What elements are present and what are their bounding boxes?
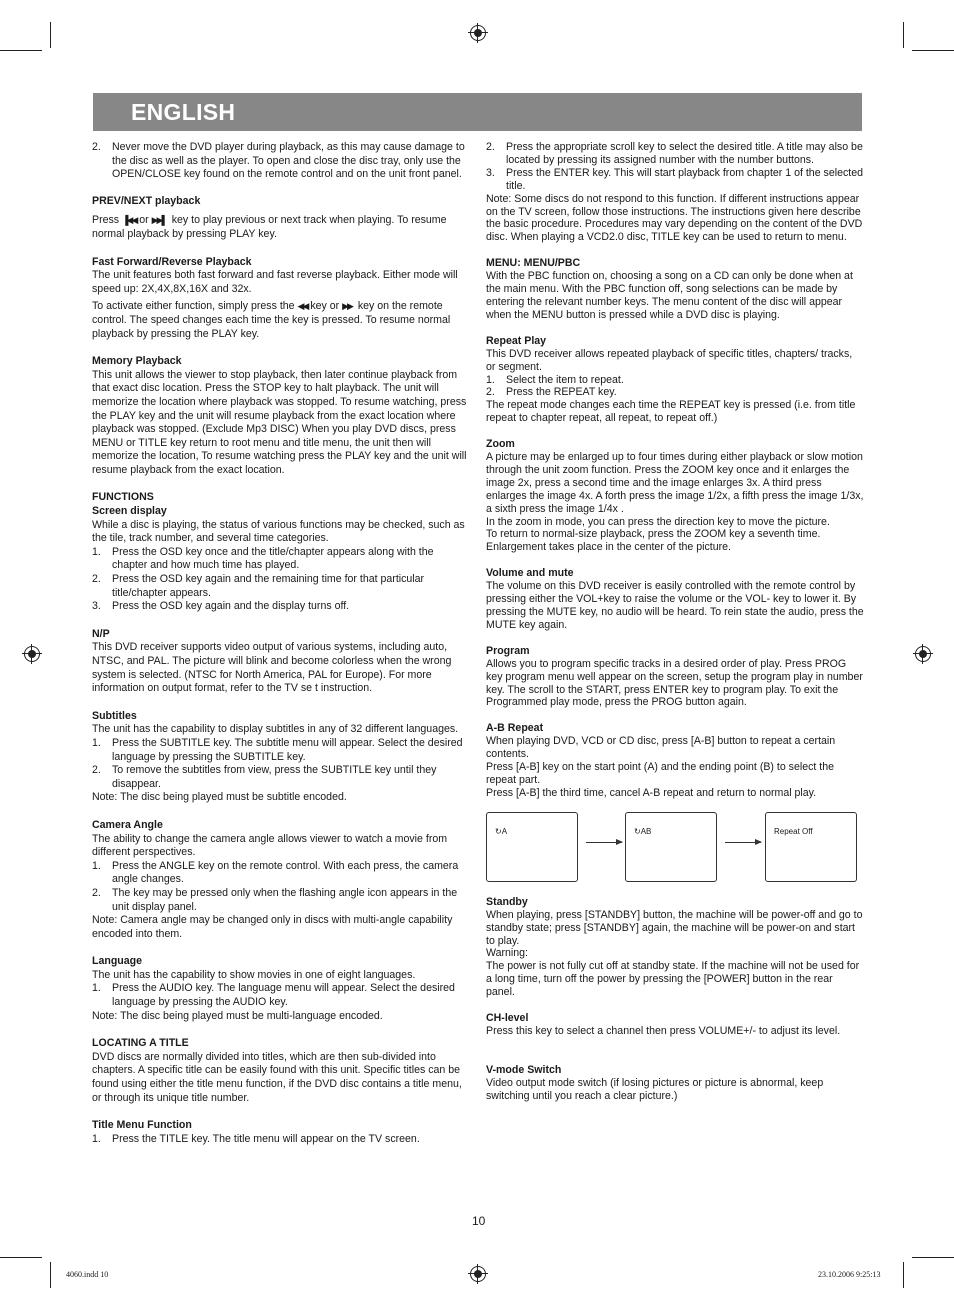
paragraph: The unit features both fast forward and fast reverse playback. Either mode will speed up: 2X,4X,8X,16X and 32x. (92, 269, 458, 295)
list-item (92, 141, 470, 182)
crop-mark (0, 50, 42, 51)
paragraph: While a disc is playing, the status of various functions may be checked, such as the tile, track number, and several time categories. (92, 518, 465, 545)
section-heading: Standby (486, 895, 528, 908)
fast-reverse-icon: ◀◀ (297, 301, 308, 312)
crop-mark (912, 50, 954, 51)
page-title: ENGLISH (131, 99, 236, 125)
section-heading: FUNCTIONS (92, 491, 154, 504)
section-heading: Subtitles (92, 709, 137, 722)
section-heading: Zoom (486, 438, 515, 451)
list-item: 2. To remove the subtitles from view, press the SUBTITLE key until they disappear. (92, 764, 437, 790)
list-item: 2. Press the OSD key again and the remaining time for that particular title/chapter appears. (92, 573, 425, 599)
paragraph: The power is not fully cut off at standby state. If the machine will not be used for a long time, turn off the power by pressing the [POWER] button in the rear panel. (486, 960, 860, 999)
paragraph: Press [A-B] the third time, cancel A-B repeat and return to normal play. (486, 786, 817, 799)
paragraph: This DVD receiver allows repeated playback of specific titles, chapters/ tracks, or segment. (486, 347, 853, 373)
registration-mark-icon (470, 1266, 486, 1282)
note: Note: Camera angle may be changed only in discs with multi-angle capability encoded into them. (92, 914, 453, 940)
list-item: 3. Press the OSD key again and the display turns off. (92, 600, 350, 613)
registration-mark-icon (915, 646, 931, 662)
list-item: 3. Press the ENTER key. This will start playback from chapter 1 of the selected title. (486, 166, 863, 192)
section-heading: Camera Angle (92, 818, 163, 831)
page-number: 10 (472, 1214, 486, 1228)
paragraph: In the zoom in mode, you can press the direction key to move the picture. (486, 515, 830, 528)
list-item: 1. Press the SUBTITLE key. The subtitle menu will appear. Select the desired language by pressing the SUBTITLE key. (92, 736, 463, 763)
section-heading: CH-level (486, 1012, 529, 1025)
section-heading: A-B Repeat (486, 722, 544, 735)
section-heading: MENU: MENU/PBC (486, 257, 581, 270)
right-column (486, 141, 864, 1103)
subsection-heading: Screen display (92, 505, 167, 518)
next-track-icon: ▶▶▌ (151, 215, 166, 226)
list-item: 2. The key may be pressed only when the flashing angle icon appears in the unit display panel. (92, 886, 458, 913)
paragraph: To return to normal-size playback, press the ZOOM key a seventh time. Enlargement takes place in the center of the picture. (486, 528, 821, 554)
section-heading: N/P (92, 627, 110, 640)
list-item: 1. Press the TITLE key. The title menu will appear on the TV screen. (92, 1132, 420, 1145)
paragraph: When playing, press [STANDBY] button, the machine will be power-off and go to standby state; press [STANDBY] again, the machine will be power-on and start to play. (486, 908, 863, 947)
section-heading: Memory Playback (92, 355, 182, 368)
paragraph: The ability to change the camera angle allows viewer to watch a movie from different perspectives. (92, 832, 448, 859)
note: Note: The disc being played must be subtitle encoded. (92, 791, 347, 804)
crop-mark (50, 22, 51, 48)
prev-next-text: Press ▐◀◀ or ▶▶▌ key to play previous or next track when playing. To resume normal playback by pressing PLAY key. (92, 214, 447, 240)
list-item: 2. Press the appropriate scroll key to select the desired title. A title may also be located by pressing its assigned number with the number buttons. (486, 141, 863, 166)
list-text: Never move the DVD player during playback, as this may cause damage to the disc as well as the player. To open and close the disc tray, only use the OPEN/CLOSE key found on the remote control and on the unit front panel. (112, 141, 465, 181)
note: Note: The disc being played must be multi-language encoded. (92, 1009, 383, 1022)
list-item: 1. Press the ANGLE key on the remote control. With each press, the camera angle changes. (92, 859, 459, 886)
section-heading: Fast Forward/Reverse Playback (92, 255, 252, 268)
repeat-a-screen: ↻A (486, 812, 578, 882)
section-heading: Title Menu Function (92, 1119, 192, 1132)
paragraph: Warning: (486, 947, 528, 960)
note: Note: Some discs do not respond to this function. If different instructions appear on the TV screen, follow those instructions. The instructions given here describe the basic procedure. Procedures may vary depending on the content of the DVD disc. When playing a VCD2.0 disc, TITLE key can be used to return to menu. (486, 192, 863, 244)
paragraph: Allows you to program specific tracks in a desired order of play. Press PROG key program menu well appear on the screen, setup the program play in number key. The scroll to the START, press ENTER key to program play. To exit the Programmed play mode, press the PROG button again. (486, 657, 863, 709)
print-date: 23.10.2006 9:25:13 (818, 1270, 881, 1279)
section-heading: LOCATING A TITLE (92, 1037, 189, 1050)
section-heading: PREV/NEXT playback (92, 194, 201, 207)
paragraph: When playing DVD, VCD or CD disc, press [A-B] button to repeat a certain contents. (486, 735, 836, 761)
repeat-icon: ↻ (634, 826, 641, 836)
file-name: 4060.indd 10 (66, 1270, 109, 1279)
list-item: 1. Select the item to repeat. (486, 373, 624, 386)
fast-forward-icon: ▶▶ (342, 301, 352, 312)
section-heading: Volume and mute (486, 567, 574, 580)
arrow-right-icon (586, 842, 622, 843)
registration-mark-icon (470, 25, 486, 41)
paragraph: A picture may be enlarged up to four times during either playback or slow motion through the unit zoom function. Press the ZOOM key once and it enlarges the image 2x, press a second time and the image enlarges 3x. A third press enlarges the image 4x. A forth press the image 1/2x, a fifth press the image 1/3x, a sixth press the image 1/4x . (486, 451, 864, 515)
paragraph: This unit allows the viewer to stop playback, then later continue playback from that exact disc location. Press the STOP key to halt playback. The unit will memorize the location where playback was stopped. To resume watching, press the PLAY key and the unit will resume playback from the exact location where playback was stopped. (Exclude Mp3 DISC) When you play DVD discs, press MENU or TITLE key return to root menu and title menu, the unit then will memorize the location, To resume watching press the PLAY key and the unit will resume playback from the exact location. (92, 368, 467, 476)
paragraph: DVD discs are normally divided into titles, which are then sub-divided into chapters. A specific title can be easily found with this unit. Specific titles can be found using either the title menu function, if the DVD disc contains a title menu, or through its unique title number. (92, 1050, 462, 1104)
paragraph: The volume on this DVD receiver is easily controlled with the remote control by pressing either the VOL+key to raise the volume or the VOL- key to lower it. By pressing the MUTE key, no audio will be heard. To rein state the audio, press the MUTE key again. (486, 580, 864, 631)
list-item: 2. Press the REPEAT key. (486, 386, 617, 399)
crop-mark (50, 1262, 51, 1288)
ff-instructions: To activate either function, simply press the ◀◀ key or ▶▶ key on the remote control. The speed changes each time the key is pressed. To resume normal playback by pressing the PLAY key. (92, 300, 451, 340)
registration-mark-icon (24, 646, 40, 662)
paragraph: Press [A-B] key on the start point (A) and the ending point (B) to select the repeat part. (486, 761, 835, 786)
arrow-right-icon (725, 842, 761, 843)
paragraph: Press this key to select a channel then press VOLUME+/- to adjust its level. (486, 1024, 841, 1037)
paragraph: The unit has the capability to show movies in one of eight languages. (92, 968, 416, 981)
crop-mark (903, 22, 904, 48)
list-item: 1. Press the OSD key once and the title/chapter appears along with the chapter and how much time has played. (92, 545, 434, 572)
paragraph: Video output mode switch (if losing pictures or picture is abnormal, keep switching until you reach a clear picture.) (486, 1076, 824, 1102)
crop-mark (903, 1262, 904, 1288)
crop-mark (912, 1257, 954, 1258)
section-heading: Repeat Play (486, 334, 547, 347)
repeat-off-screen: Repeat Off (765, 812, 857, 882)
previous-track-icon: ▐◀◀ (122, 215, 137, 226)
paragraph: The repeat mode changes each time the REPEAT key is pressed (i.e. from title repeat to chapter repeat, all repeat, to repeat off.) (486, 399, 856, 425)
crop-mark (0, 1257, 42, 1258)
paragraph: With the PBC function on, choosing a song on a CD can only be done when at the main menu. With the PBC function off, song selections can be made by entering the relevant number keys. The menu content of the disc will appear when the MENU button is pressed while a DVD disc is playing. (486, 270, 853, 321)
left-column (92, 141, 470, 1146)
section-heading: Language (92, 955, 143, 968)
language-banner (93, 93, 862, 131)
section-heading: V-mode Switch (486, 1063, 562, 1076)
repeat-icon: ↻ (495, 826, 502, 836)
ab-repeat-diagram (486, 812, 864, 884)
repeat-ab-screen: ↻AB (625, 812, 717, 882)
list-number: 2. (92, 141, 101, 153)
paragraph: The unit has the capability to display subtitles in any of 32 different languages. (92, 723, 459, 736)
section-heading: Program (486, 644, 530, 657)
paragraph: This DVD receiver supports video output of various systems, including auto, NTSC, and PAL. The picture will blink and become colorless when the wrong system is selected. (NTSC for North America, PAL for Europe). For more information on output format, refer to the TV se t instruction. (92, 641, 452, 695)
list-item: 1. Press the AUDIO key. The language menu will appear. Select the desired language by pressing the AUDIO key. (92, 982, 455, 1009)
